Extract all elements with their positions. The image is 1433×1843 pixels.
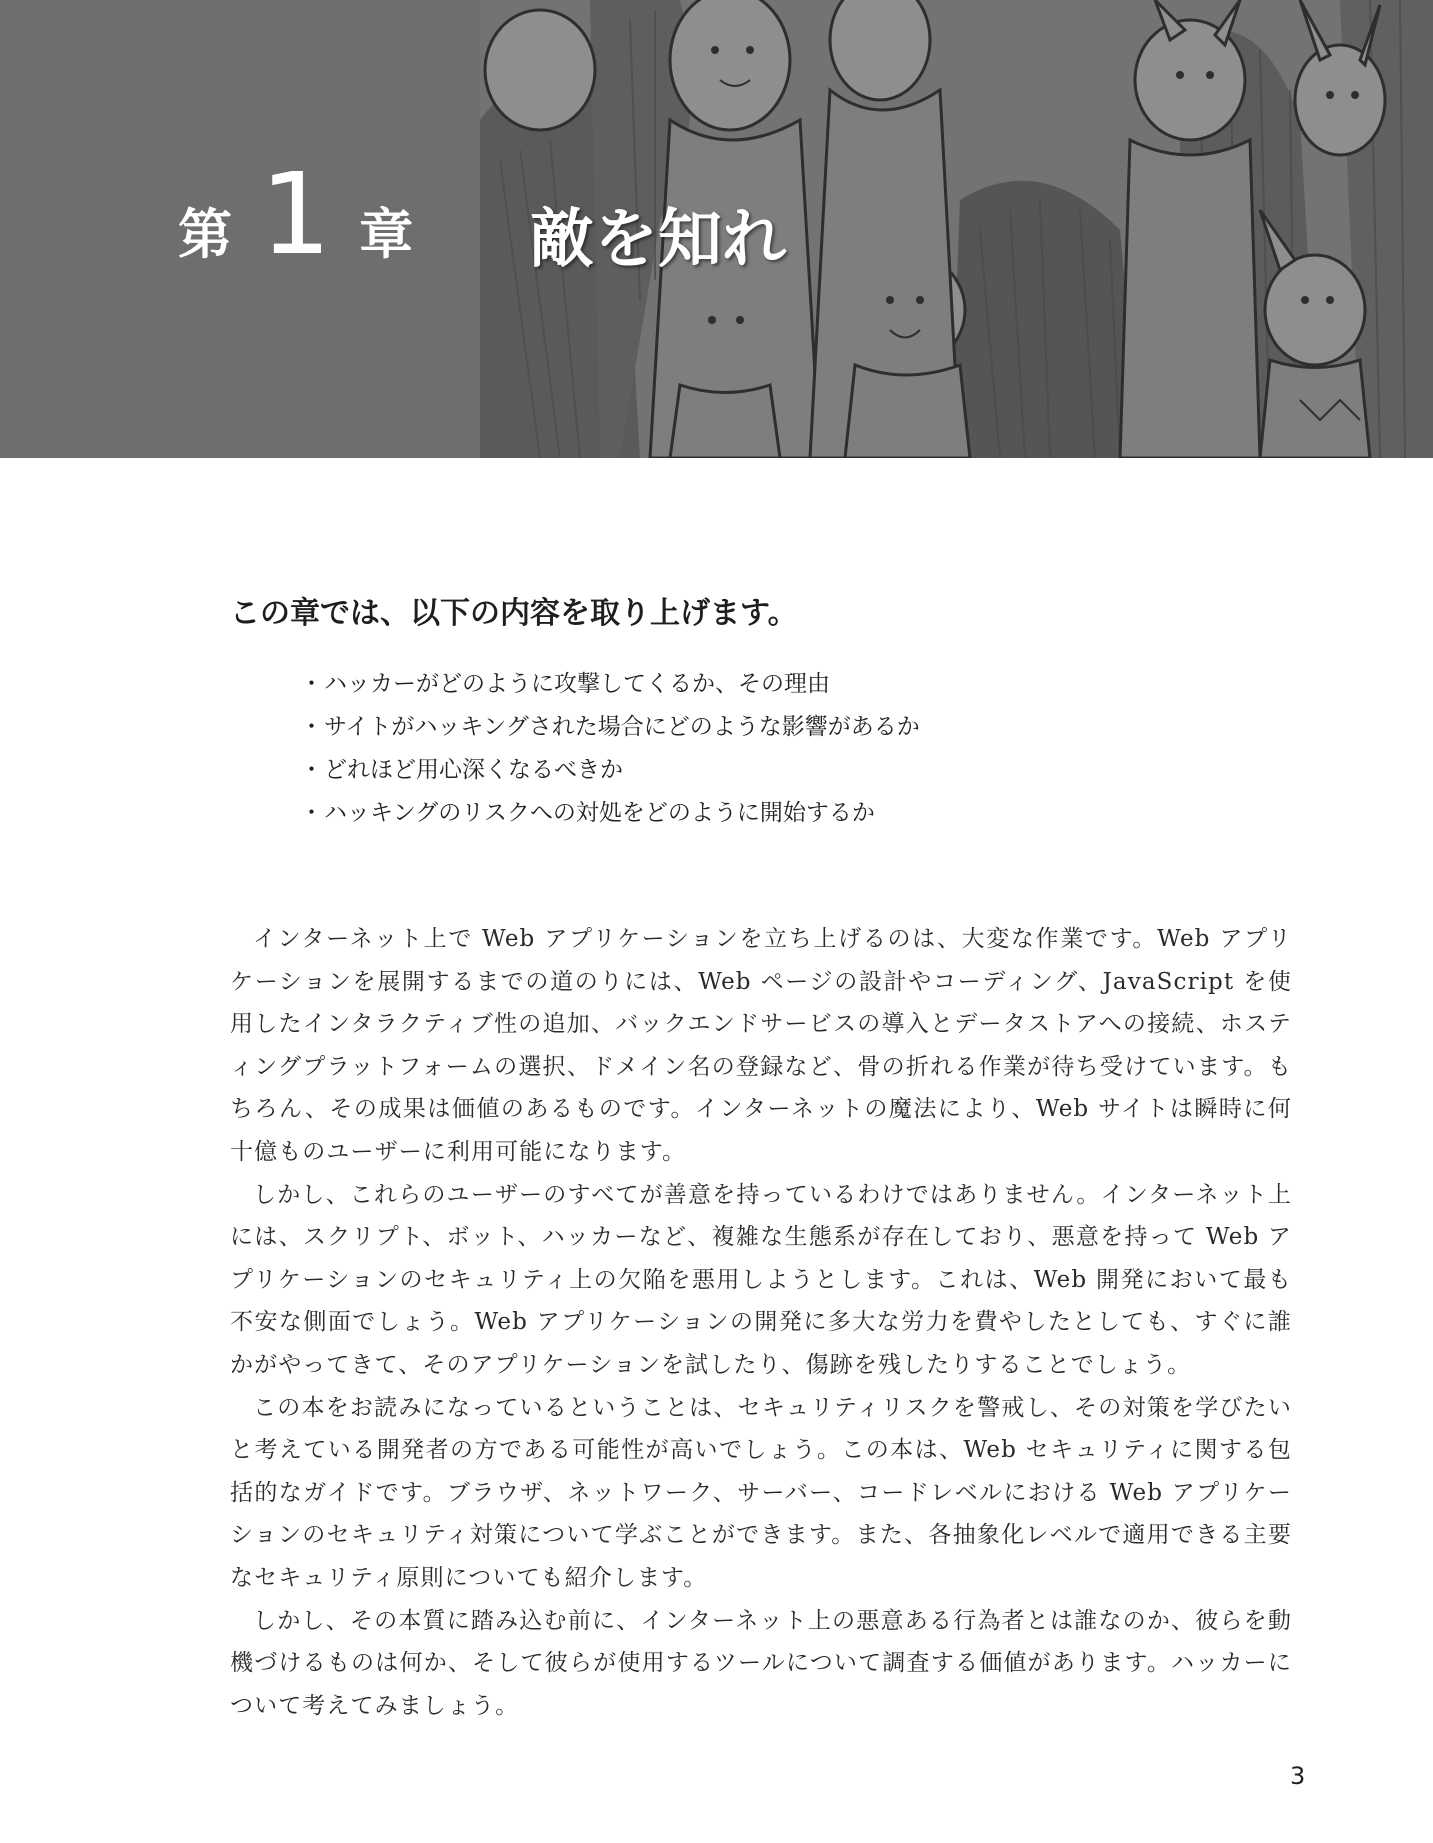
paragraph: インターネット上で Web アプリケーションを立ち上げるのは、大変な作業です。Web アプリケーションを展開するまでの道のりには、Web ページの設計やコーディング、JavaScript を使用したインタラクティブ性の追加、バックエンドサービスの導入とデータストアへの接続、ホスティングプラットフォームの選択、ドメイン名の登録など、骨の折れる作業が待ち受けています。もちろん、その成果は価値のあるものです。インターネットの魔法により、Web サイトは瞬時に何十億ものユーザーに利用可能になります。: [230, 926, 1292, 1165]
paragraph: しかし、これらのユーザーのすべてが善意を持っているわけではありません。インターネット上には、スクリプト、ボット、ハッカーなど、複雑な生態系が存在しており、悪意を持って Web アプリケーションのセキュリティ上の欠陥を悪用しようとします。これは、Web 開発において最も不安な側面でしょう。Web アプリケーションの開発に多大な労力を費やしたとしても、すぐに誰かがやってきて、そのアプリケーションを試したり、傷跡を残したりすることでしょう。: [230, 1181, 1292, 1378]
chapter-suffix: 章: [359, 203, 414, 266]
list-item: ・ ハッキングのリスクへの対処をどのように開始するか: [300, 792, 920, 835]
list-item: ・ ハッカーがどのように攻撃してくるか、その理由: [300, 663, 920, 706]
intro-heading: この章では、以下の内容を取り上げます。: [230, 596, 798, 631]
bullet: ・: [300, 714, 323, 740]
chapter-banner: [0, 0, 1433, 458]
chapter-title: 敵を知れ: [530, 203, 786, 277]
paragraph: この本をお読みになっているということは、セキュリティリスクを警戒し、その対策を学びたいと考えている開発者の方である可能性が高いでしょう。この本は、Web セキュリティに関する包括的なガイドです。ブラウザ、ネットワーク、サーバー、コードレベルにおける Web アプリケーションのセキュリティ対策について学ぶことができます。また、各抽象化レベルで適用できる主要なセキュリティ原則についても紹介します。: [230, 1394, 1292, 1591]
bullet: ・: [300, 757, 323, 783]
chapter-label: [178, 150, 414, 280]
list-item: ・ どれほど用心深くなるべきか: [300, 749, 920, 792]
bullet: ・: [300, 800, 323, 826]
body-text: [230, 918, 1292, 1727]
page-number: 3: [1290, 1762, 1306, 1790]
bullet: ・: [300, 671, 323, 697]
topic-list: [300, 663, 920, 835]
chapter-number: 1: [260, 150, 332, 280]
paragraph: しかし、その本質に踏み込む前に、インターネット上の悪意ある行為者とは誰なのか、彼らを動機づけるものは何か、そして彼らが使用するツールについて調査する価値があります。ハッカーについて考えてみましょう。: [230, 1607, 1292, 1719]
list-item: ・ サイトがハッキングされた場合にどのような影響があるか: [300, 706, 920, 749]
chapter-prefix: 第: [178, 203, 232, 266]
